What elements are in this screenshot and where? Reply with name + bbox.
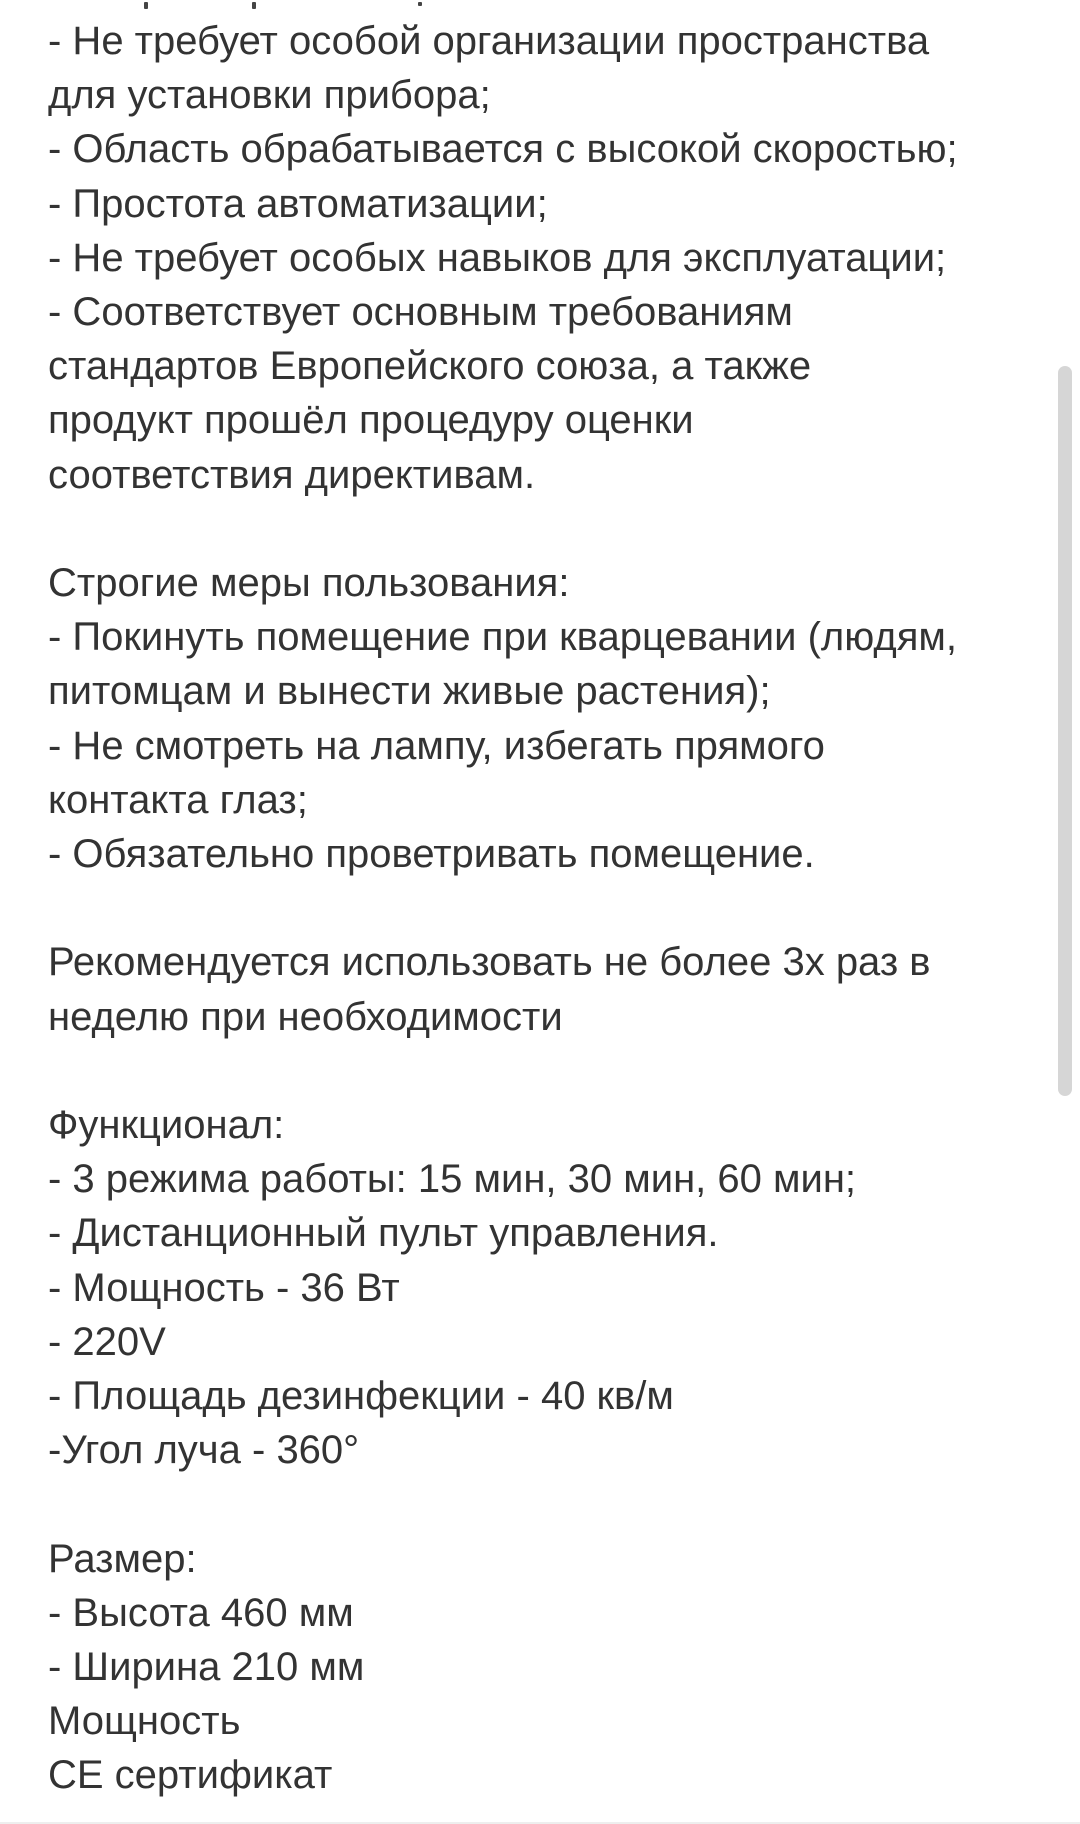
recommendation-line: Рекомендуется использовать не более 3х раз в [48, 940, 931, 985]
description-text-block [48, 14, 1038, 1803]
paragraph-gap [48, 502, 1038, 556]
paragraph-gap [48, 1044, 1038, 1098]
scrollbar-thumb[interactable] [1058, 366, 1072, 1096]
usage-rule-line: - Покинуть помещение при кварцевании (людям, [48, 615, 957, 660]
feature-line: - Мощность - 36 Вт [48, 1265, 400, 1310]
feature-line: -Угол луча - 360° [48, 1428, 360, 1473]
usage-rule-line: питомцам и вынести живые растения); [48, 669, 771, 714]
description-line: - Область обрабатывается с высокой скоростью; [48, 127, 958, 172]
size-line: CE сертификат [48, 1753, 333, 1798]
vertical-scrollbar[interactable] [1060, 0, 1074, 1824]
feature-line: - Дистанционный пульт управления. [48, 1211, 719, 1256]
cut-off-text-fragment [48, 0, 448, 10]
description-line: продукт прошёл процедуру оценки [48, 398, 694, 443]
description-line: - Соответствует основным требованиям [48, 290, 793, 335]
usage-rule-line: - Не смотреть на лампу, избегать прямого [48, 723, 825, 768]
description-line: - Простота автоматизации; [48, 181, 548, 226]
feature-line: - 220V [48, 1319, 166, 1364]
size-line: Мощность [48, 1699, 241, 1744]
size-line: - Высота 460 мм [48, 1590, 354, 1635]
description-line: - Не требует особых навыков для эксплуатации; [48, 235, 947, 280]
paragraph-gap [48, 881, 1038, 935]
paragraph-gap [48, 1477, 1038, 1531]
description-line: - Не требует особой организации пространства [48, 19, 930, 63]
recommendation-line: неделю при необходимости [48, 994, 563, 1039]
description-line: соответствия директивам. [48, 452, 536, 497]
size-heading: Размер: [48, 1536, 197, 1581]
description-line: для установки прибора; [48, 73, 491, 118]
usage-rule-line: - Обязательно проветривать помещение. [48, 832, 815, 877]
feature-line: - Площадь дезинфекции - 40 кв/м [48, 1374, 674, 1419]
features-heading: Функционал: [48, 1103, 285, 1148]
usage-rules-heading: Строгие меры пользования: [48, 561, 570, 606]
usage-rule-line: контакта глаз; [48, 777, 308, 822]
size-line: - Ширина 210 мм [48, 1645, 365, 1690]
description-line: стандартов Европейского союза, а также [48, 344, 812, 389]
feature-line: - 3 режима работы: 15 мин, 30 мин, 60 мин; [48, 1157, 857, 1202]
